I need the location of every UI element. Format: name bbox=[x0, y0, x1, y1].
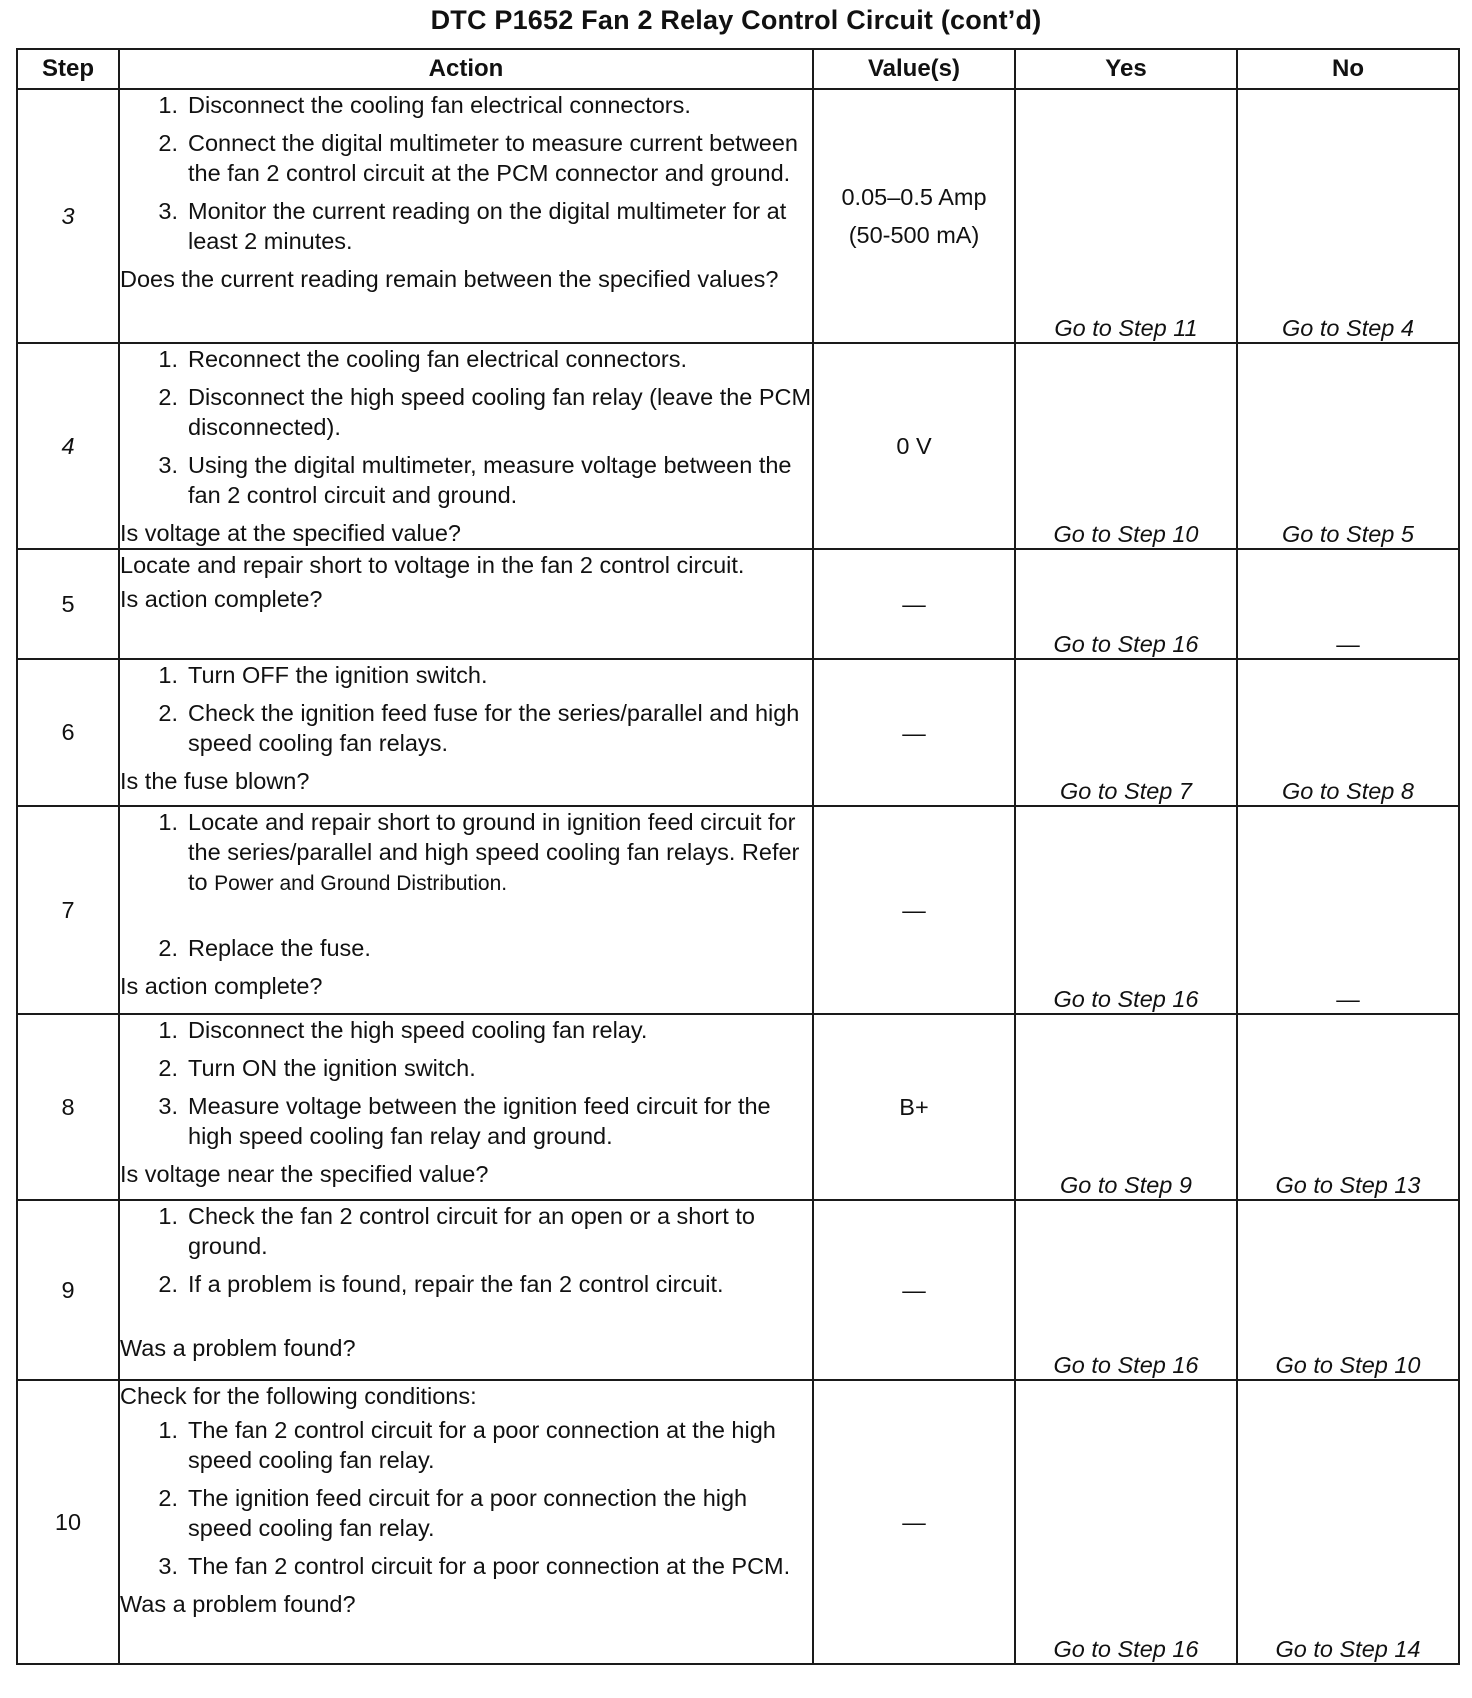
page-title: DTC P1652 Fan 2 Relay Control Circuit (cont’d) bbox=[430, 5, 1042, 35]
action-cell bbox=[119, 1014, 813, 1200]
value-cell: B+ bbox=[813, 1014, 1015, 1200]
action-steps bbox=[120, 660, 812, 758]
action-question: Is voltage at the specified value? bbox=[120, 520, 461, 546]
yes-cell: Go to Step 9 bbox=[1015, 1014, 1237, 1200]
no-cell: Go to Step 8 bbox=[1237, 659, 1459, 806]
yes-cell: Go to Step 16 bbox=[1015, 1380, 1237, 1664]
value-cell: — bbox=[813, 1380, 1015, 1664]
value-secondary: (50-500 mA) bbox=[848, 222, 980, 248]
yes-cell: Go to Step 16 bbox=[1015, 1200, 1237, 1380]
action-question: Was a problem found? bbox=[120, 1335, 356, 1361]
action-question: Is action complete? bbox=[120, 973, 323, 999]
value-cell: — bbox=[813, 659, 1015, 806]
action-question: Is the fuse blown? bbox=[120, 768, 310, 794]
list-item: 3. Measure voltage between the ignition feed circuit for the high speed cooling fan relay and ground. bbox=[158, 1093, 771, 1149]
yes-cell: Go to Step 16 bbox=[1015, 806, 1237, 1014]
action-text: Locate and repair short to voltage in the fan 2 control circuit. bbox=[120, 552, 745, 578]
action-steps bbox=[120, 1415, 812, 1581]
list-item: 2. If a problem is found, repair the fan 2 control circuit. bbox=[158, 1271, 724, 1297]
list-item: 2. Connect the digital multimeter to measure current between the fan 2 control circuit at the PCM connector and ground. bbox=[158, 130, 799, 186]
action-steps bbox=[120, 1201, 812, 1299]
header-yes: Yes bbox=[1015, 49, 1237, 89]
list-item: 2. The ignition feed circuit for a poor connection the high speed cooling fan relay. bbox=[158, 1485, 748, 1541]
step-number: 9 bbox=[17, 1200, 119, 1380]
no-cell: Go to Step 13 bbox=[1237, 1014, 1459, 1200]
reference-link: Power and Ground Distribution. bbox=[214, 872, 508, 895]
list-item: 2. Check the ignition feed fuse for the series/parallel and high speed cooling fan relays. bbox=[158, 700, 800, 756]
table-row bbox=[17, 549, 1459, 659]
action-cell bbox=[119, 343, 813, 549]
step-number: 7 bbox=[17, 806, 119, 1014]
list-item: 1. The fan 2 control circuit for a poor connection at the high speed cooling fan relay. bbox=[158, 1417, 776, 1473]
value-cell: — bbox=[813, 806, 1015, 1014]
action-cell bbox=[119, 1380, 813, 1664]
step-number: 10 bbox=[17, 1380, 119, 1664]
list-item: 1. Check the fan 2 control circuit for an open or a short to ground. bbox=[158, 1203, 755, 1259]
yes-cell: Go to Step 11 bbox=[1015, 89, 1237, 343]
diagnostic-table bbox=[16, 48, 1460, 1665]
value-primary: 0.05–0.5 Amp bbox=[841, 184, 987, 210]
action-intro: Check for the following conditions: bbox=[120, 1383, 477, 1409]
list-item: 1. Reconnect the cooling fan electrical connectors. bbox=[158, 346, 688, 372]
action-steps bbox=[120, 1015, 812, 1151]
header-no: No bbox=[1237, 49, 1459, 89]
yes-cell: Go to Step 7 bbox=[1015, 659, 1237, 806]
no-cell: Go to Step 14 bbox=[1237, 1380, 1459, 1664]
action-question: Is action complete? bbox=[120, 586, 323, 612]
no-cell: Go to Step 5 bbox=[1237, 343, 1459, 549]
list-item: 3. The fan 2 control circuit for a poor connection at the PCM. bbox=[158, 1553, 791, 1579]
action-steps bbox=[120, 90, 812, 256]
table-row bbox=[17, 806, 1459, 1014]
table-row bbox=[17, 1200, 1459, 1380]
list-item: 2. Turn ON the ignition switch. bbox=[158, 1055, 476, 1081]
step-number: 6 bbox=[17, 659, 119, 806]
action-question: Is voltage near the specified value? bbox=[120, 1161, 489, 1187]
value-cell bbox=[813, 89, 1015, 343]
step-number: 4 bbox=[17, 343, 119, 549]
list-item: 1. Locate and repair short to ground in ignition feed circuit for the series/parallel and high speed cooling fan relays. Refer to Power and Ground Distribution. bbox=[158, 809, 800, 895]
header-action: Action bbox=[119, 49, 813, 89]
no-cell: Go to Step 4 bbox=[1237, 89, 1459, 343]
action-cell bbox=[119, 549, 813, 659]
step-number: 5 bbox=[17, 549, 119, 659]
action-cell bbox=[119, 659, 813, 806]
table-header-row bbox=[17, 49, 1459, 89]
action-cell bbox=[119, 89, 813, 343]
step-number: 3 bbox=[17, 89, 119, 343]
header-step: Step bbox=[17, 49, 119, 89]
action-steps bbox=[120, 807, 812, 899]
table-row bbox=[17, 89, 1459, 343]
list-item: 3. Using the digital multimeter, measure voltage between the fan 2 control circuit and ground. bbox=[158, 452, 792, 508]
no-cell: Go to Step 10 bbox=[1237, 1200, 1459, 1380]
header-values: Value(s) bbox=[813, 49, 1015, 89]
list-item: 3. Monitor the current reading on the digital multimeter for at least 2 minutes. bbox=[158, 198, 787, 254]
value-cell: — bbox=[813, 549, 1015, 659]
yes-cell: Go to Step 16 bbox=[1015, 549, 1237, 659]
list-item: 1. Turn OFF the ignition switch. bbox=[158, 662, 488, 688]
table-row bbox=[17, 659, 1459, 806]
yes-cell: Go to Step 10 bbox=[1015, 343, 1237, 549]
no-cell: — bbox=[1237, 806, 1459, 1014]
list-item: 2. Replace the fuse. bbox=[158, 935, 371, 961]
list-item: 1. Disconnect the cooling fan electrical connectors. bbox=[158, 92, 691, 118]
action-question: Does the current reading remain between the specified values? bbox=[120, 266, 779, 292]
value-cell: — bbox=[813, 1200, 1015, 1380]
table-row bbox=[17, 343, 1459, 549]
list-item: 2. Disconnect the high speed cooling fan relay (leave the PCM disconnected). bbox=[158, 384, 812, 440]
action-steps bbox=[120, 344, 812, 510]
action-steps bbox=[120, 933, 812, 963]
action-question: Was a problem found? bbox=[120, 1591, 356, 1617]
list-item: 1. Disconnect the high speed cooling fan relay. bbox=[158, 1017, 648, 1043]
table-row bbox=[17, 1380, 1459, 1664]
table-row bbox=[17, 1014, 1459, 1200]
value-cell: 0 V bbox=[813, 343, 1015, 549]
action-cell bbox=[119, 1200, 813, 1380]
action-cell bbox=[119, 806, 813, 1014]
step-number: 8 bbox=[17, 1014, 119, 1200]
no-cell: — bbox=[1237, 549, 1459, 659]
